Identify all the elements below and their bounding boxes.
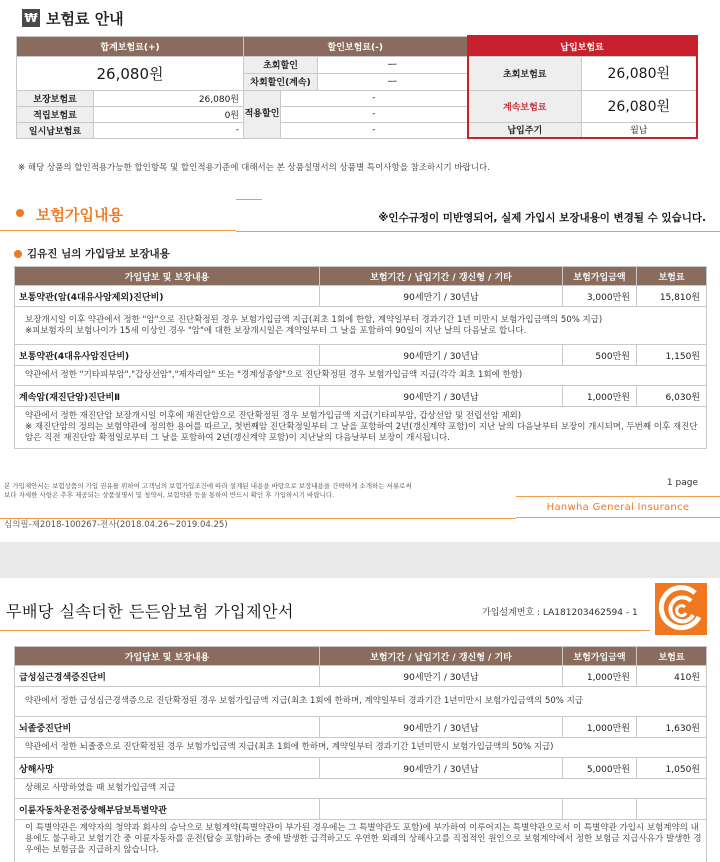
coverage-premium: 6,030원 [637, 386, 707, 407]
guarantee-premium-label: 보장보험료 [17, 90, 94, 106]
disclaimer-line: 본 가입제안서는 보험상품의 가입 권유를 위하여 고객님의 보험가입조건에 따라 설계된 내용을 바탕으로 보장내용을 간략하게 소개하는 서류로써 [4, 482, 412, 490]
coverage-description-line: ※ 재진단암의 정의는 보험약관에 정의한 용어를 따르고, 첫번째암 진단확정일부터 그 날을 포함하여 2년(갱신계약 포함)이 지난 날의 다음날부터 보장이 개시되며, 두번째 이후 재진단암은 직전 재진단암 확정일로부터 그 날을 포함하여 2년(갱신계약 포함)이 지난날의 다음날부터 보장이 개시됩니다. [25, 422, 698, 443]
coverage-section-rule [236, 231, 720, 232]
coverage-description-line: 약관에서 정한 뇌졸중으로 진단확정된 경우 보험가입금액 지급(최초 1회에 한하며, 계약일부터 경과기간 1년미만시 보험가입금액의 50% 지급) [25, 742, 554, 752]
coverage-premium: 1,150원 [637, 345, 707, 366]
coverage-amount: 5,000만원 [563, 758, 637, 779]
coverage-period: 90세만기 / 30년납 [320, 717, 563, 738]
coverage-name: 보통약관(4대유사암진단비) [15, 345, 320, 366]
coverage-description [15, 738, 707, 758]
coverage-description [15, 307, 707, 345]
coverage-description [15, 779, 707, 799]
lump-premium-label: 일시납보험료 [17, 122, 94, 138]
design-number: 가입설계번호 : LA181203462594 - 1 [482, 608, 638, 618]
coverage-amount: 1,000만원 [563, 666, 637, 687]
disclaimer-line: 보다 자세한 사항은 추후 제공되는 상품설명서 및 청약서, 보험약관 등을 통하여 반드시 확인 후 가입하시기 바랍니다. [4, 491, 335, 499]
coverage-subtitle [14, 246, 170, 261]
approval-number: 심의필-제2018-100267-전사(2018.04.26~2019.04.25) [4, 520, 228, 530]
coverage-header-item: 가입담보 및 보장내용 [15, 267, 320, 286]
coverage-period: 90세만기 / 30년납 [320, 758, 563, 779]
accumulate-premium-value: 0원 [94, 106, 244, 122]
coverage-premium: 1,050원 [637, 758, 707, 779]
coverage-header-premium: 보험료 [637, 647, 707, 666]
first-discount-label: 초회할인 [244, 57, 318, 73]
continuing-premium-value: 26,080원 [582, 90, 697, 122]
coverage-name: 계속암(재진단암)진단비Ⅱ [15, 386, 320, 407]
coverage-description-line: 이 특별약관은 계약자의 청약과 회사의 승낙으로 보험계약(특별약관이 부가된 경우에는 그 특별약관도 포함)에 부가하여 이루어지는 특별약관으로서 이 특별약관 가입시 보험계약의 내용에도 불구하고 보험기간 중 이륜자동차를 운전(탑승 포함)하는 중에 발생한 급격하고도 우연한 외래의 상해사고를 직접적인 원인으로 보험계약에서 정한 보험금 지급사유가 발생한 경우에는 보험금을 지급하지 않습니다. [25, 823, 702, 855]
coverage-name: 이륜자동차운전중상해부담보특별약관 [15, 799, 320, 820]
coverage-description [15, 687, 707, 717]
coverage-table-page-2 [14, 646, 707, 862]
coverage-amount: 3,000만원 [563, 286, 637, 307]
next-discount-label: 차회할인(계속) [244, 74, 318, 90]
total-premium-value: 26,080원 [17, 56, 244, 90]
coverage-description-line: ※피보험자의 보험나이가 15세 이상인 경우 "암"에 대한 보장개시일은 계약일부터 그 날을 포함하여 90일이 지난 날의 다음날로 합니다. [25, 325, 527, 336]
page-gap [0, 542, 720, 578]
orange-dot-icon [14, 250, 22, 258]
coverage-header-amount: 보험가입금액 [563, 647, 637, 666]
applied-discount-label: 적용할인 [244, 90, 281, 138]
underwriting-warning: ※인수규정이 미반영되어, 실제 가입시 보장내용이 변경될 수 있습니다. [378, 212, 706, 224]
coverage-description-line: 상해로 사망하였을 때 보험가입금액 지급 [25, 783, 176, 793]
lump-premium-value: - [94, 122, 244, 138]
coverage-description-line: 약관에서 정한 재진단암 보장개시일 이후에 재진단암으로 진단확정된 경우 보험가입금액 지급(기타피부암, 갑상선암 및 전립선암 제외) [25, 411, 522, 421]
hanwha-logo-icon [655, 583, 707, 635]
brand-bar [516, 496, 720, 518]
first-discount-value: ㅡ [318, 57, 467, 73]
first-premium-label: 초회보험료 [468, 56, 582, 90]
coverage-description-line: 보장개시일 이후 약관에서 정한 "암"으로 진단확정된 경우 보험가입금액 지급(최초 1회에 한함, 계약일부터 경과기간 1년 미만시 보험가입금액의 50% 지급) [25, 314, 603, 325]
next-discount-value: ㅡ [318, 74, 467, 90]
coverage-premium [637, 799, 707, 820]
applied-discount-value-3: - [281, 122, 468, 138]
payment-period-label: 납입주기 [468, 122, 582, 138]
coverage-subtitle-text: 김유진 님의 가입담보 보장내용 [27, 248, 170, 260]
paid-premium-header: 납입보험료 [468, 36, 697, 56]
coverage-header-premium: 보험료 [637, 267, 707, 286]
applied-discount-value-2: - [281, 106, 468, 122]
coverage-section-title: 보험가입내용 [36, 206, 123, 224]
guarantee-premium-value: 26,080원 [94, 90, 244, 106]
coverage-premium: 410원 [637, 666, 707, 687]
orange-bullet-icon [16, 209, 24, 217]
premium-section-header [22, 6, 124, 30]
coverage-header-period: 보험기간 / 납입기간 / 갱신형 / 기타 [320, 267, 563, 286]
coverage-period: 90세만기 / 30년납 [320, 666, 563, 687]
coverage-description [15, 820, 707, 862]
page-number: 1 page [666, 478, 698, 488]
coverage-amount: 500만원 [563, 345, 637, 366]
coverage-name: 뇌졸중진단비 [15, 717, 320, 738]
coverage-name: 급성심근경색증진단비 [15, 666, 320, 687]
discount-premium-header: 할인보험료(-) [244, 36, 468, 56]
coverage-period: 90세만기 / 30년납 [320, 386, 563, 407]
first-premium-value: 26,080원 [582, 56, 697, 90]
coverage-premium: 15,810원 [637, 286, 707, 307]
discount-note: ※ 해당 상품의 할인적용가능한 할인항목 및 할인적용기준에 대해서는 본 상품설명서의 상품별 특이사항을 참조하시기 바랍니다. [18, 163, 490, 173]
coverage-header-item: 가입담보 및 보장내용 [15, 647, 320, 666]
premium-table [16, 35, 698, 139]
coverage-amount: 1,000만원 [563, 717, 637, 738]
payment-period-value: 월납 [582, 122, 697, 138]
total-premium-header: 합계보험료(+) [17, 36, 244, 56]
coverage-period: 90세만기 / 30년납 [320, 345, 563, 366]
applied-discount-value-1: - [281, 90, 468, 106]
title-rule [0, 630, 650, 631]
coverage-amount [563, 799, 637, 820]
coverage-amount: 1,000만원 [563, 386, 637, 407]
coverage-period: 90세만기 / 30년납 [320, 286, 563, 307]
accumulate-premium-label: 적립보험료 [17, 106, 94, 122]
coverage-header-period: 보험기간 / 납입기간 / 갱신형 / 기타 [320, 647, 563, 666]
coverage-table [14, 266, 707, 449]
won-sign-icon: ₩ [22, 9, 40, 27]
coverage-description [15, 366, 707, 386]
coverage-period [320, 799, 563, 820]
coverage-name: 보통약관(암(4대유사암제외)진단비) [15, 286, 320, 307]
coverage-description-line: 약관에서 정한 급성심근경색증으로 진단확정된 경우 보험가입금액 지급(최초 1회에 한하며, 계약일부터 경과기간 1년미만시 보험가입금액의 50% 지급 [25, 696, 584, 706]
coverage-name: 상해사망 [15, 758, 320, 779]
coverage-description [15, 407, 707, 449]
coverage-description-line: 약관에서 정한 "기타피부암","갑상선암","제자리암" 또는 "경계성종양"으로 진단확정된 경우 보험가입금액 지급(각각 최초 1회에 한함) [25, 370, 523, 380]
proposal-page-2 [0, 578, 720, 862]
proposal-disclaimer [4, 482, 524, 500]
premium-section-title: 보험료 안내 [46, 9, 124, 28]
coverage-header-amount: 보험가입금액 [563, 267, 637, 286]
coverage-premium: 1,630원 [637, 717, 707, 738]
product-title: 무배당 실속더한 든든암보험 가입제안서 [6, 602, 295, 621]
continuing-premium-label: 계속보험료 [468, 90, 582, 122]
brand-name: Hanwha General Insurance [546, 501, 690, 513]
